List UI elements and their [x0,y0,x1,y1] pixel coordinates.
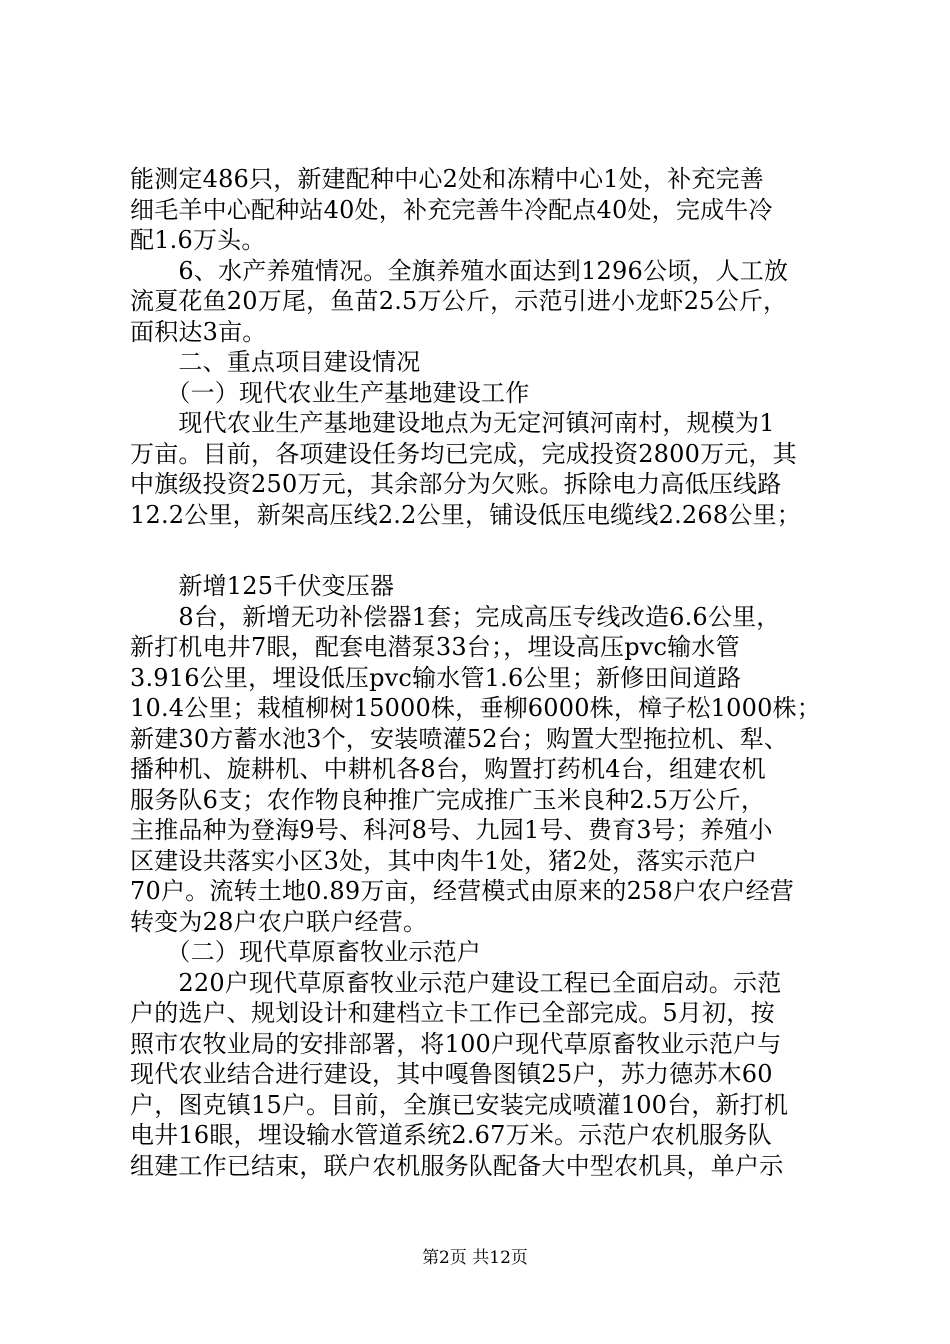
text-line: 配1.6万头。 [130,226,266,254]
text-line: 细毛羊中心配种站40处，补充完善牛冷配点40处，完成牛冷 [130,195,773,224]
text-line: 播种机、旋耕机、中耕机各8台，购置打药机4台，组建农机 [130,755,766,783]
blank-line [130,530,844,571]
text-line: 现代农业结合进行建设，其中嘎鲁图镇25户，苏力德苏木60 [130,1060,773,1088]
section-heading: 二、重点项目建设情况 [130,348,421,376]
text-line: 中旗级投资250万元，其余部分为欠账。拆除电力高低压线路 [130,470,782,498]
text-line: 70户。流转土地0.89万亩，经营模式由原来的258户农户经营 [130,877,794,905]
text-line: 户，图克镇15户。目前，全旗已安装完成喷灌100台，新打机 [130,1090,789,1119]
text-line: 能测定486只，新建配种中心2处和冻精中心1处，补充完善 [130,165,764,193]
text-line: 照市农牧业局的安排部署，将100户现代草原畜牧业示范户与 [130,1029,782,1058]
text-line: 组建工作已结束，联户农机服务队配备大中型农机具，单户示 [130,1151,784,1180]
text-line: 12.2公里，新架高压线2.2公里，铺设低压电缆线2.268公里； [130,500,801,529]
subsection-heading: （二）现代草原畜牧业示范户 [130,938,481,966]
text-line: 新建30方蓄水池3个，安装喷灌52台；购置大型拖拉机、犁、 [130,724,789,753]
text-line: 转变为28户农户联户经营。 [130,907,428,936]
text-line: 电井16眼，埋设输水管道系统2.67万米。示范户农机服务队 [130,1121,772,1149]
text-line: 服务队6支；农作物良种推广完成推广玉米良种2.5万公斤， [130,785,766,814]
page-number-footer: 第2页 共12页 [422,1248,528,1268]
text-line: 新增125千伏变压器 [130,572,395,600]
text-line: 面积达3亩。 [130,317,267,346]
text-line: 现代农业生产基地建设地点为无定河镇河南村，规模为1 [130,409,775,437]
text-line: 10.4公里；栽植柳树15000株，垂柳6000株，樟子松1000株； [130,694,821,722]
text-line: 区建设共落实小区3处，其中肉牛1处，猪2处，落实示范户 [130,846,758,875]
text-line: 6、水产养殖情况。全旗养殖水面达到1296公顷，人工放 [130,256,789,285]
subsection-heading: （一）现代农业生产基地建设工作 [130,378,530,407]
text-line: 新打机电井7眼，配套电潜泵33台；，埋设高压pvc输水管 [130,633,740,661]
text-line: 主推品种为登海9号、科河8号、九园1号、费育3号；养殖小 [130,816,773,844]
text-line: 流夏花鱼20万尾，鱼苗2.5万公斤，示范引进小龙虾25公斤， [130,287,788,315]
text-line: 8台，新增无功补偿器1套；完成高压专线改造6.6公里， [130,602,781,631]
text-line: 万亩。目前，各项建设任务均已完成，完成投资2800万元，其 [130,439,797,468]
text-line: 户的选户、规划设计和建档立卡工作已全部完成。5月初，按 [130,999,775,1027]
document-body [130,164,844,1181]
text-line: 220户现代草原畜牧业示范户建设工程已全面启动。示范 [130,968,782,997]
text-line: 3.916公里，埋设低压pvc输水管1.6公里；新修田间道路 [130,663,742,692]
